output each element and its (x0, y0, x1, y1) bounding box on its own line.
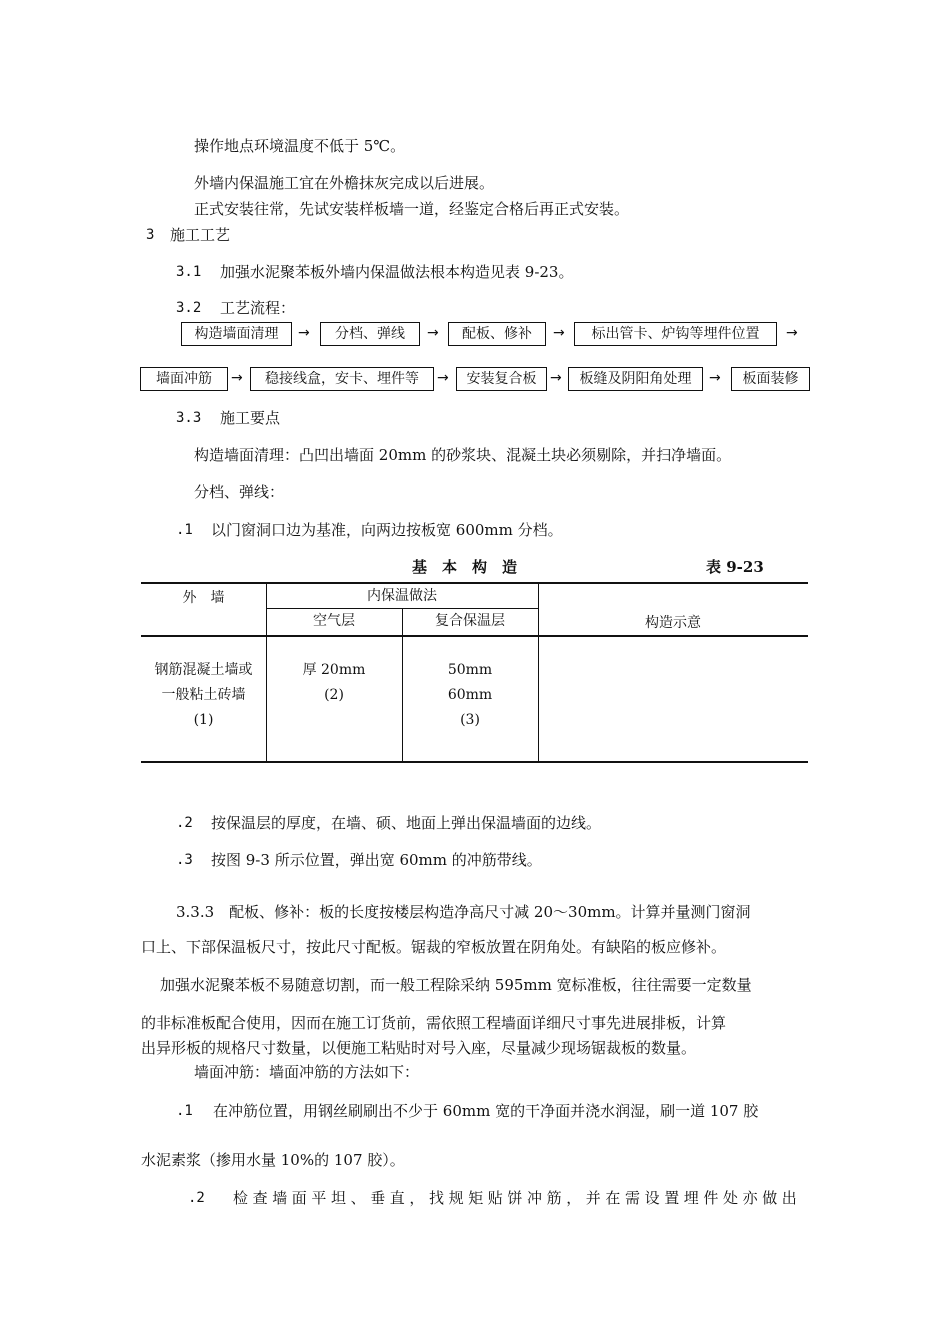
section-3-3-text: 施工要点 (220, 409, 281, 427)
para-cutting-line2: 的非标准板配合使用，因而在施工订货前，需依照工程墙面详细尺寸事先进展排板，计算 (141, 1014, 727, 1032)
cell-composite-line1: 50mm (447, 662, 493, 678)
table-bottom-rule (141, 761, 808, 763)
flow-step-joint-treatment: 板缝及阴阳角处理 (568, 367, 703, 391)
cell-air-line2: (2) (324, 687, 344, 703)
flow-arrow: → (427, 325, 439, 341)
section-3-3-3-line1: 3.3.3 配板、修补：板的长度按楼层构造净高尺寸减 20～30mm。计算并量测门窗洞 (176, 903, 751, 921)
cell-wall-line1: 钢筋混凝土墙或 (154, 662, 253, 678)
section-3-3-number: 3.3 (176, 410, 202, 426)
header-air-layer: 空气层 (313, 613, 355, 629)
section-3-number: 3 (146, 227, 155, 243)
flow-step-install-panel: 安装复合板 (456, 367, 547, 391)
header-exterior-wall: 外 墙 (182, 590, 225, 606)
table-col-divider (538, 583, 539, 762)
flow-arrow: → (437, 370, 449, 386)
section-3-1-text: 加强水泥聚苯板外墙内保温做法根本构造见表 9-23。 (220, 263, 574, 281)
flow-arrow: → (553, 325, 565, 341)
table-header-rule (141, 635, 808, 637)
cell-air-line1: 厚 20mm (302, 662, 366, 678)
flow-step-clean-wall: 构造墙面清理 (181, 322, 292, 346)
flow-arrow: → (709, 370, 721, 386)
cell-composite-line2: 60mm (447, 687, 493, 703)
header-composite-layer: 复合保温层 (435, 613, 505, 629)
header-inner-insulation: 内保温做法 (367, 588, 437, 604)
header-diagram: 构造示意 (645, 615, 701, 631)
para-wall-cleaning: 构造墙面清理：凸凹出墙面 20mm 的砂浆块、混凝土块必须剔除，并扫净墙面。 (194, 446, 732, 464)
screed-item-2-text: 检查墙面平坦、垂直，找规矩贴饼冲筋，并在需设置埋件处亦做出 (233, 1189, 802, 1207)
flow-arrow: → (231, 370, 243, 386)
section-3-2-number: 3.2 (176, 300, 202, 316)
flow-arrow: → (550, 370, 562, 386)
item-2-text: 按保温层的厚度，在墙、硕、地面上弹出保温墙面的边线。 (211, 814, 602, 832)
flow-step-mark-embedded: 标出管卡、炉钩等埋件位置 (574, 322, 777, 346)
para-temperature: 操作地点环境温度不低于 5℃。 (194, 137, 406, 155)
flow-step-divide-mark: 分档、弹线 (320, 322, 420, 346)
section-3-2-text: 工艺流程： (220, 299, 296, 317)
flow-step-surface-finish: 板面装修 (731, 367, 810, 391)
item-2-number: .2 (176, 815, 193, 831)
item-3-text: 按图 9-3 所示位置，弹出宽 60mm 的冲筋带线。 (211, 851, 542, 869)
table-number: 表 9-23 (706, 558, 764, 576)
screed-item-1-line2: 水泥素浆（掺用水量 10%的 107 胶）。 (141, 1151, 405, 1169)
para-sample-wall: 正式安装往常，先试安装样板墙一道，经鉴定合格后再正式安装。 (194, 200, 630, 218)
flow-step-fit-boards: 配板、修补 (448, 322, 546, 346)
para-divide-mark: 分档、弹线： (194, 483, 285, 501)
screed-item-2-number: .2 (188, 1190, 205, 1206)
flow-step-wall-screed: 墙面冲筋 (140, 367, 228, 391)
cell-wall-line3: (1) (193, 712, 214, 728)
para-cutting-line1: 加强水泥聚苯板不易随意切割，而一般工程除采纳 595mm 宽标准板，往往需要一定数量 (160, 976, 752, 994)
section-3-title: 施工工艺 (170, 226, 231, 244)
para-wall-screed: 墙面冲筋：墙面冲筋的方法如下： (194, 1063, 420, 1081)
flow-step-junction-box: 稳接线盒，安卡、埋件等 (250, 367, 434, 391)
item-3-number: .3 (176, 852, 193, 868)
item-1-number: .1 (176, 522, 193, 538)
screed-item-1-line1: 在冲筋位置，用钢丝刷刷出不少于 60mm 宽的干净面并浇水润湿，刷一道 107 胶 (213, 1102, 759, 1120)
para-exterior-plaster: 外墙内保温施工宜在外檐抹灰完成以后进展。 (194, 174, 495, 192)
section-3-3-3-line2: 口上、下部保温板尺寸，按此尺寸配板。锯裁的窄板放置在阴角处。有缺陷的板应修补。 (141, 938, 727, 956)
section-3-1-number: 3.1 (176, 264, 202, 280)
para-cutting-line3: 出异形板的规格尺寸数量，以便施工粘贴时对号入座，尽量减少现场锯裁板的数量。 (141, 1039, 697, 1057)
cell-wall-line2: 一般粘土砖墙 (161, 687, 246, 703)
cell-composite-line3: (3) (460, 712, 480, 728)
table-title: 基 本 构 造 (412, 558, 518, 576)
flow-arrow: → (786, 325, 798, 341)
item-1-text: 以门窗洞口边为基准，向两边按板宽 600mm 分档。 (211, 521, 563, 539)
flow-arrow: → (298, 325, 310, 341)
screed-item-1-number: .1 (176, 1103, 193, 1119)
